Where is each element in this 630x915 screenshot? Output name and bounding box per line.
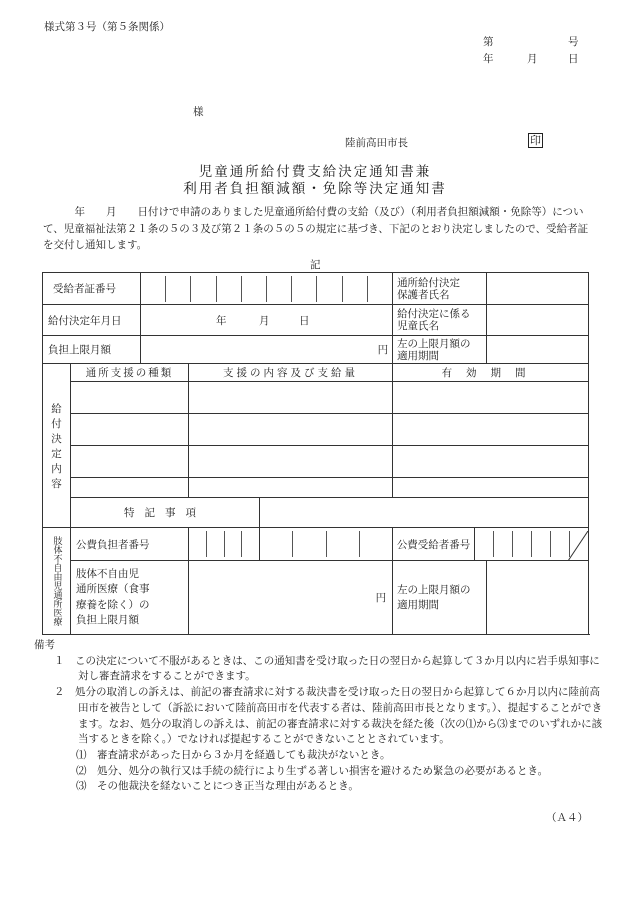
decision-date-month: 月 bbox=[259, 315, 270, 327]
service-content-4[interactable] bbox=[189, 478, 393, 498]
notes-section bbox=[34, 638, 604, 795]
remarks-label: 特記事項 bbox=[71, 498, 260, 528]
addressee-honorific: 様 bbox=[193, 106, 204, 118]
form-number: 様式第３号（第５条関係） bbox=[44, 21, 170, 33]
decision-table bbox=[42, 272, 589, 635]
title-line1: 児童通所給付費支給決定通知書兼 bbox=[198, 164, 432, 180]
recipient-number-cells[interactable] bbox=[141, 273, 393, 305]
cap-field[interactable] bbox=[141, 336, 393, 364]
public-payer-cells[interactable] bbox=[189, 528, 260, 561]
service-type-4[interactable] bbox=[71, 478, 189, 498]
medical-cap-field[interactable] bbox=[189, 561, 393, 635]
section-char-6: 容 bbox=[51, 477, 62, 490]
service-type-2[interactable] bbox=[71, 414, 189, 446]
date-year: 年 bbox=[483, 53, 494, 65]
service-content-1[interactable] bbox=[189, 382, 393, 414]
service-period-2[interactable] bbox=[393, 414, 589, 446]
section-char-5: 内 bbox=[51, 462, 62, 475]
service-period-4[interactable] bbox=[393, 478, 589, 498]
child-name-label: 給付決定に係る 児童氏名 bbox=[393, 305, 487, 336]
service-type-1[interactable] bbox=[71, 382, 189, 414]
notes-heading: 備考 bbox=[34, 639, 55, 651]
medical-cap-label: 肢体不自由児 通所医療（食事 療養を除く）の 負担上限月額 bbox=[71, 561, 189, 635]
service-content-2[interactable] bbox=[189, 414, 393, 446]
diagonal-slash bbox=[566, 531, 588, 561]
public-payer-cells-2[interactable] bbox=[260, 528, 393, 561]
date-day: 日 bbox=[568, 53, 579, 65]
public-recipient-cells[interactable] bbox=[475, 528, 589, 561]
section-char-3: 決 bbox=[51, 432, 62, 445]
sender-name: 陸前高田市長 bbox=[345, 137, 408, 149]
note-subitem-3: ⑶ その他裁決を経ないことにつき正当な理由があるとき。 bbox=[76, 780, 359, 793]
note-subitem-1: ⑴ 審査請求があった日から３か月を経過しても裁決がないとき。 bbox=[76, 748, 391, 761]
service-content-3[interactable] bbox=[189, 446, 393, 478]
recipient-number-label: 受給者証番号 bbox=[43, 273, 141, 305]
child-name-field[interactable] bbox=[487, 305, 589, 336]
public-recipient-label: 公費受給者番号 bbox=[393, 528, 475, 561]
medical-section-label: 肢体不自由児通所医療 bbox=[43, 528, 71, 635]
decision-date-year: 年 bbox=[216, 315, 227, 327]
remarks-field[interactable] bbox=[260, 498, 589, 528]
service-type-3[interactable] bbox=[71, 446, 189, 478]
number-prefix: 第 bbox=[483, 36, 494, 48]
section-label-cell bbox=[43, 364, 71, 528]
decision-date-label: 給付決定年月日 bbox=[43, 305, 141, 336]
col-header-content: 支援の内容及び支給量 bbox=[189, 364, 393, 382]
cap-yen: 円 bbox=[377, 344, 389, 356]
paper-size: （Ａ４） bbox=[546, 812, 588, 824]
date-month: 月 bbox=[527, 53, 538, 65]
intro-text: 年 月 日付けで申請のありました児童通所給付費の支給（及び）（利用者負担額減額・免除等）について、児童福祉法第２１条の５の３及び第２１条の５の５の規定に基づき、下記のとおり決定しましたので、受給者証を交付し通知します。 bbox=[43, 206, 589, 251]
note-subitem-2: ⑵ 処分、処分の執行又は手続の続行により生ずる著しい損害を避けるため緊急の必要があるとき。 bbox=[76, 764, 549, 777]
guardian-name-label: 通所給付決定 保護者氏名 bbox=[393, 273, 487, 305]
medical-period-label: 左の上限月額の 適用期間 bbox=[393, 561, 487, 635]
note-item-2: ２ 処分の取消しの訴えは、前記の審査請求に対する裁決書を受け取った日の翌日から起算して６か月以内に陸前高田市を被告として（訴訟において陸前高田市を代表する者は、陸前高田市長となります。）、提起することができます。なお、処分の取消しの訴えは、前記の審査請求に対する裁決を経た後（次の⑴から⑶までのいずれかに該当するときを除く。）でなければ提起することができないこととされています。 bbox=[54, 686, 603, 746]
col-header-period: 有効期間 bbox=[393, 364, 589, 382]
decision-date-day: 日 bbox=[299, 315, 310, 327]
section-char-4: 定 bbox=[51, 447, 62, 460]
note-item-1: １ この決定について不服があるときは、この通知書を受け取った日の翌日から起算して３か月以内に岩手県知事に対し審査請求をすることができます。 bbox=[54, 654, 600, 683]
decision-date-field[interactable] bbox=[141, 305, 393, 336]
service-period-3[interactable] bbox=[393, 446, 589, 478]
medical-yen: 円 bbox=[375, 592, 387, 604]
section-char-2: 付 bbox=[51, 417, 62, 430]
title-line2: 利用者負担額減額・免除等決定通知書 bbox=[183, 181, 447, 197]
cap-period-label: 左の上限月額の 適用期間 bbox=[393, 336, 487, 364]
public-payer-label: 公費負担者番号 bbox=[71, 528, 189, 561]
col-header-type: 通所支援の種類 bbox=[71, 364, 189, 382]
cap-period-field[interactable] bbox=[487, 336, 589, 364]
service-period-1[interactable] bbox=[393, 382, 589, 414]
guardian-name-field[interactable] bbox=[487, 273, 589, 305]
seal-mark: 印 bbox=[530, 134, 541, 147]
cap-label: 負担上限月額 bbox=[43, 336, 141, 364]
medical-period-field[interactable] bbox=[487, 561, 589, 635]
number-suffix: 号 bbox=[568, 36, 579, 48]
section-char-1: 給 bbox=[51, 402, 62, 415]
ki-label: 記 bbox=[310, 259, 321, 271]
